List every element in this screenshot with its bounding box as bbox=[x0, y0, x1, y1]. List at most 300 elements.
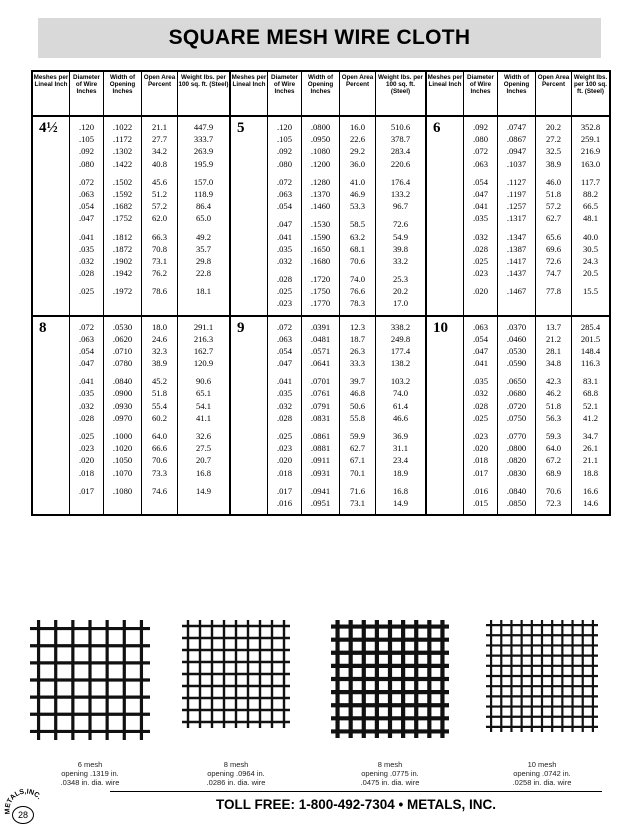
table-cell: .020 bbox=[472, 286, 489, 297]
mesh-count: 8 bbox=[39, 319, 47, 336]
table-cell: 60.2 bbox=[151, 412, 168, 423]
table-cell: 18.8 bbox=[582, 467, 599, 478]
table-cell: .1590 bbox=[310, 231, 331, 242]
table-cell: .072 bbox=[472, 146, 489, 157]
mesh-count: 10 bbox=[433, 319, 448, 336]
table-cell: .0761 bbox=[310, 388, 331, 399]
table-cell: 249.8 bbox=[390, 333, 411, 344]
table-cell: .0481 bbox=[310, 333, 331, 344]
table-cell: .0747 bbox=[506, 122, 527, 132]
header-meshes: Meshes per Lineal Inch bbox=[427, 74, 463, 89]
table-cell: 53.3 bbox=[349, 201, 366, 212]
table-cell: 25.3 bbox=[392, 274, 409, 285]
caption-mesh: 8 mesh bbox=[377, 760, 403, 769]
table-cell: .1752 bbox=[112, 213, 133, 224]
table-cell: 72.6 bbox=[545, 255, 562, 266]
table-cell: 57.2 bbox=[545, 201, 562, 212]
table-cell: .041 bbox=[78, 231, 95, 242]
table-cell: 72.6 bbox=[392, 219, 409, 230]
table-cell: 21.2 bbox=[545, 333, 562, 344]
data-column bbox=[69, 117, 103, 315]
logo-text: METALS,INC. bbox=[4, 788, 43, 815]
mesh-group bbox=[427, 117, 609, 315]
mesh-group bbox=[231, 315, 425, 515]
table-cell: .1680 bbox=[310, 255, 331, 266]
table-cell: .072 bbox=[78, 176, 95, 187]
wire-mesh-image bbox=[182, 620, 290, 728]
table-cell: .023 bbox=[276, 443, 293, 454]
table-cell: 285.4 bbox=[580, 321, 601, 332]
table-cell: .1200 bbox=[310, 158, 331, 169]
data-column bbox=[267, 317, 301, 515]
table-cell: .1530 bbox=[310, 219, 331, 230]
table-cell: 58.5 bbox=[349, 219, 366, 230]
table-cell: .025 bbox=[472, 255, 489, 266]
mesh-sample bbox=[30, 620, 150, 787]
data-column bbox=[571, 317, 609, 515]
table-cell: .028 bbox=[78, 412, 95, 423]
mesh-caption bbox=[30, 760, 150, 787]
data-column bbox=[141, 317, 177, 515]
table-cell: 65.1 bbox=[195, 388, 212, 399]
table-cell: .1770 bbox=[310, 298, 331, 309]
wire-mesh-image bbox=[486, 620, 598, 732]
table-cell: 220.6 bbox=[390, 158, 411, 169]
table-cell: .063 bbox=[472, 158, 489, 169]
header-weight: Weight lbs. per 100 sq. ft. (Steel) bbox=[571, 72, 609, 115]
page-number: 28 bbox=[12, 806, 34, 824]
data-column bbox=[535, 117, 571, 315]
table-cell: 163.0 bbox=[580, 158, 601, 169]
table-cell: .035 bbox=[276, 388, 293, 399]
table-cell: 16.6 bbox=[582, 485, 599, 496]
table-cell: .035 bbox=[78, 243, 95, 254]
table-cell: .028 bbox=[276, 274, 293, 285]
wire-mesh-image bbox=[331, 620, 449, 738]
table-cell: .1050 bbox=[112, 455, 133, 466]
table-cell: .035 bbox=[472, 376, 489, 387]
header-weight: Weight lbs. per 100 sq. ft. (Steel) bbox=[177, 72, 229, 115]
table-cell: .1650 bbox=[310, 243, 331, 254]
table-cell: 259.1 bbox=[580, 134, 601, 145]
table-cell: 333.7 bbox=[193, 134, 214, 145]
table-cell: .1000 bbox=[112, 431, 133, 441]
table-cell: 74.0 bbox=[349, 274, 366, 285]
table-cell: .1037 bbox=[506, 158, 527, 169]
table-cell: 18.0 bbox=[151, 321, 168, 332]
header-opening: Width of Opening Inches bbox=[103, 72, 141, 115]
table-cell: .1020 bbox=[112, 443, 133, 454]
table-cell: .1387 bbox=[506, 243, 527, 254]
table-cell: 14.6 bbox=[582, 497, 599, 508]
table-cell: 38.9 bbox=[545, 158, 562, 169]
footer-contact: TOLL FREE: 1-800-492-7304 • METALS, INC. bbox=[215, 797, 497, 812]
table-cell: .1592 bbox=[112, 188, 133, 199]
title-bar bbox=[38, 18, 601, 58]
table-cell: 157.0 bbox=[193, 176, 214, 187]
table-cell: .1080 bbox=[112, 485, 133, 496]
table-cell: .1172 bbox=[112, 134, 133, 145]
header-opening: Width of Opening Inches bbox=[301, 72, 339, 115]
caption-opening: opening .0775 in. bbox=[361, 769, 419, 778]
table-cell: 59.3 bbox=[545, 431, 562, 441]
table-cell: 24.3 bbox=[582, 255, 599, 266]
table-cell: .016 bbox=[472, 485, 489, 496]
table-cell: .041 bbox=[276, 376, 293, 387]
table-cell: .0620 bbox=[112, 333, 133, 344]
table-cell: .054 bbox=[472, 333, 489, 344]
caption-opening: opening .0742 in. bbox=[513, 769, 571, 778]
table-cell: 22.6 bbox=[349, 134, 366, 145]
table-cell: 26.3 bbox=[349, 345, 366, 356]
mesh-count: 6 bbox=[433, 120, 441, 136]
data-column bbox=[301, 117, 339, 315]
table-cell: .1720 bbox=[310, 274, 331, 285]
table-cell: .023 bbox=[472, 268, 489, 279]
table-cell: 34.7 bbox=[582, 431, 599, 441]
header-area: Open Area Percent bbox=[141, 72, 177, 115]
header-area: Open Area Percent bbox=[535, 72, 571, 115]
table-cell: .0800 bbox=[506, 443, 527, 454]
table-cell: .041 bbox=[472, 201, 489, 212]
table-cell: 17.0 bbox=[392, 298, 409, 309]
table-cell: 195.9 bbox=[193, 158, 214, 169]
table-cell: .063 bbox=[276, 188, 293, 199]
table-cell: .0701 bbox=[310, 376, 331, 387]
table-cell: 63.2 bbox=[349, 231, 366, 242]
data-column bbox=[463, 117, 497, 315]
mesh-group bbox=[33, 315, 229, 515]
table-cell: 67.1 bbox=[349, 455, 366, 466]
table-cell: .080 bbox=[276, 158, 293, 169]
table-cell: .025 bbox=[78, 431, 95, 441]
table-cell: 338.2 bbox=[390, 321, 411, 332]
table-cell: 96.7 bbox=[392, 201, 409, 212]
mesh-spec-table bbox=[31, 70, 611, 516]
table-cell: 14.9 bbox=[195, 485, 212, 496]
table-cell: 88.2 bbox=[582, 188, 599, 199]
table-cell: .0641 bbox=[310, 358, 331, 369]
table-cell: .0530 bbox=[506, 345, 527, 356]
table-cell: 263.9 bbox=[193, 146, 214, 157]
table-cell: 70.1 bbox=[349, 467, 366, 478]
table-cell: .028 bbox=[472, 243, 489, 254]
table-cell: 103.2 bbox=[390, 376, 411, 387]
table-cell: 70.8 bbox=[151, 243, 168, 254]
table-cell: 20.7 bbox=[195, 455, 212, 466]
table-cell: 14.9 bbox=[392, 497, 409, 508]
table-cell: 510.6 bbox=[390, 122, 411, 132]
table-cell: 352.8 bbox=[580, 122, 601, 132]
table-cell: .0861 bbox=[310, 431, 331, 441]
table-cell: .120 bbox=[78, 122, 95, 132]
table-block bbox=[229, 72, 425, 514]
table-cell: 68.8 bbox=[582, 388, 599, 399]
table-cell: .0590 bbox=[506, 358, 527, 369]
table-cell: 46.8 bbox=[349, 388, 366, 399]
table-cell: 24.6 bbox=[151, 333, 168, 344]
table-cell: 46.6 bbox=[392, 412, 409, 423]
data-column bbox=[267, 117, 301, 315]
table-cell: .1197 bbox=[506, 188, 527, 199]
table-cell: 73.1 bbox=[349, 497, 366, 508]
table-cell: .047 bbox=[78, 213, 95, 224]
table-cell: 447.9 bbox=[193, 122, 214, 132]
header-weight: Weight lbs. per 100 sq. ft. (Steel) bbox=[375, 72, 425, 115]
table-cell: 66.5 bbox=[582, 201, 599, 212]
mesh-count: 4½ bbox=[39, 120, 58, 136]
table-header bbox=[231, 72, 425, 117]
table-cell: 62.7 bbox=[545, 213, 562, 224]
table-cell: .032 bbox=[78, 255, 95, 266]
table-cell: .047 bbox=[276, 219, 293, 230]
table-cell: .023 bbox=[78, 443, 95, 454]
table-cell: 177.4 bbox=[390, 345, 411, 356]
table-cell: .028 bbox=[276, 412, 293, 423]
table-cell: 12.3 bbox=[349, 321, 366, 332]
table-cell: 86.4 bbox=[195, 201, 212, 212]
table-cell: .054 bbox=[472, 176, 489, 187]
table-cell: 73.1 bbox=[151, 255, 168, 266]
table-cell: .032 bbox=[78, 400, 95, 411]
table-cell: .054 bbox=[78, 201, 95, 212]
table-cell: .1467 bbox=[506, 286, 527, 297]
table-cell: .0951 bbox=[310, 497, 331, 508]
table-cell: 13.7 bbox=[545, 321, 562, 332]
table-cell: .1257 bbox=[506, 201, 527, 212]
table-cell: .1682 bbox=[112, 201, 133, 212]
table-cell: 56.3 bbox=[545, 412, 562, 423]
table-cell: 16.8 bbox=[392, 485, 409, 496]
header-diameter: Diameter of Wire Inches bbox=[69, 72, 103, 115]
table-cell: 18.7 bbox=[349, 333, 366, 344]
table-cell: 54.9 bbox=[392, 231, 409, 242]
table-cell: .0820 bbox=[506, 455, 527, 466]
table-cell: 45.6 bbox=[151, 176, 168, 187]
table-cell: .020 bbox=[276, 455, 293, 466]
table-cell: .0947 bbox=[506, 146, 527, 157]
table-cell: 117.7 bbox=[580, 176, 601, 187]
table-cell: 34.2 bbox=[151, 146, 168, 157]
table-cell: .0970 bbox=[112, 412, 133, 423]
table-cell: 51.8 bbox=[545, 400, 562, 411]
table-cell: .032 bbox=[472, 231, 489, 242]
table-cell: .0830 bbox=[506, 467, 527, 478]
table-cell: 16.0 bbox=[349, 122, 366, 132]
mesh-caption bbox=[330, 760, 450, 787]
table-cell: 216.9 bbox=[580, 146, 601, 157]
table-cell: .0650 bbox=[506, 376, 527, 387]
table-cell: 32.6 bbox=[195, 431, 212, 441]
table-cell: .0900 bbox=[112, 388, 133, 399]
table-cell: .1502 bbox=[112, 176, 133, 187]
table-cell: .0950 bbox=[310, 134, 331, 145]
table-cell: .1127 bbox=[506, 176, 527, 187]
table-cell: 50.6 bbox=[349, 400, 366, 411]
table-cell: .1942 bbox=[112, 268, 133, 279]
mesh-sample bbox=[176, 620, 296, 787]
table-cell: 27.5 bbox=[195, 443, 212, 454]
table-cell: 71.6 bbox=[349, 485, 366, 496]
table-cell: .092 bbox=[78, 146, 95, 157]
table-cell: .041 bbox=[78, 376, 95, 387]
table-cell: 45.2 bbox=[151, 376, 168, 387]
table-cell: 32.3 bbox=[151, 345, 168, 356]
table-cell: .1317 bbox=[506, 213, 527, 224]
table-cell: .1750 bbox=[310, 286, 331, 297]
table-cell: 29.8 bbox=[195, 255, 212, 266]
data-column bbox=[103, 117, 141, 315]
table-cell: .080 bbox=[78, 158, 95, 169]
table-cell: 16.8 bbox=[195, 467, 212, 478]
table-cell: 46.2 bbox=[545, 388, 562, 399]
table-cell: 76.2 bbox=[151, 268, 168, 279]
header-meshes: Meshes per Lineal Inch bbox=[33, 74, 69, 89]
table-cell: 20.2 bbox=[392, 286, 409, 297]
table-cell: 70.6 bbox=[151, 455, 168, 466]
table-cell: 65.6 bbox=[545, 231, 562, 242]
table-cell: .0780 bbox=[112, 358, 133, 369]
table-cell: .016 bbox=[276, 497, 293, 508]
table-cell: 22.8 bbox=[195, 268, 212, 279]
table-cell: 33.2 bbox=[392, 255, 409, 266]
table-cell: .1070 bbox=[112, 467, 133, 478]
table-cell: 138.2 bbox=[390, 358, 411, 369]
header-diameter: Diameter of Wire Inches bbox=[267, 72, 301, 115]
table-header bbox=[33, 72, 229, 117]
data-column bbox=[177, 117, 229, 315]
table-cell: .047 bbox=[78, 358, 95, 369]
table-cell: .035 bbox=[472, 213, 489, 224]
table-cell: 57.2 bbox=[151, 201, 168, 212]
table-cell: 90.6 bbox=[195, 376, 212, 387]
mesh-group bbox=[231, 117, 425, 315]
table-cell: 27.2 bbox=[545, 134, 562, 145]
table-cell: 42.3 bbox=[545, 376, 562, 387]
table-cell: .018 bbox=[472, 455, 489, 466]
table-cell: .025 bbox=[276, 286, 293, 297]
data-column bbox=[141, 117, 177, 315]
table-cell: .1080 bbox=[310, 146, 331, 157]
table-cell: 36.0 bbox=[349, 158, 366, 169]
table-cell: .0791 bbox=[310, 400, 331, 411]
mesh-caption bbox=[176, 760, 296, 787]
table-cell: 46.0 bbox=[545, 176, 562, 187]
table-cell: .054 bbox=[276, 201, 293, 212]
table-cell: 40.8 bbox=[151, 158, 168, 169]
table-header bbox=[427, 72, 609, 117]
table-cell: 201.5 bbox=[580, 333, 601, 344]
table-cell: .0710 bbox=[112, 345, 133, 356]
table-cell: .0881 bbox=[310, 443, 331, 454]
table-cell: 46.9 bbox=[349, 188, 366, 199]
table-cell: 21.1 bbox=[151, 122, 168, 132]
table-cell: .041 bbox=[472, 358, 489, 369]
data-column bbox=[571, 117, 609, 315]
table-cell: .063 bbox=[78, 188, 95, 199]
table-cell: .063 bbox=[276, 333, 293, 344]
table-cell: 291.1 bbox=[193, 321, 214, 332]
table-cell: 30.5 bbox=[582, 243, 599, 254]
table-cell: .1812 bbox=[112, 231, 133, 242]
table-cell: .0460 bbox=[506, 333, 527, 344]
table-cell: 40.0 bbox=[582, 231, 599, 242]
table-cell: .0370 bbox=[506, 321, 527, 332]
table-cell: .017 bbox=[276, 485, 293, 496]
table-cell: 41.1 bbox=[195, 412, 212, 423]
table-cell: .025 bbox=[78, 286, 95, 297]
mesh-group bbox=[427, 315, 609, 515]
data-column bbox=[497, 317, 535, 515]
table-cell: .0800 bbox=[310, 122, 331, 132]
table-cell: .1437 bbox=[506, 268, 527, 279]
table-cell: 133.2 bbox=[390, 188, 411, 199]
table-cell: .0840 bbox=[112, 376, 133, 387]
table-cell: 64.0 bbox=[151, 431, 168, 441]
table-cell: 38.9 bbox=[151, 358, 168, 369]
table-cell: 51.8 bbox=[151, 388, 168, 399]
table-cell: .020 bbox=[78, 455, 95, 466]
table-cell: .035 bbox=[78, 388, 95, 399]
mesh-count: 5 bbox=[237, 120, 245, 136]
table-cell: 76.6 bbox=[349, 286, 366, 297]
table-cell: .028 bbox=[78, 268, 95, 279]
table-cell: 48.1 bbox=[582, 213, 599, 224]
mesh-samples bbox=[0, 620, 638, 790]
table-cell: 35.7 bbox=[195, 243, 212, 254]
caption-opening: opening .1319 in. bbox=[61, 769, 119, 778]
table-cell: .1370 bbox=[310, 188, 331, 199]
table-cell: 120.9 bbox=[193, 358, 214, 369]
table-cell: .015 bbox=[472, 497, 489, 508]
table-cell: .0911 bbox=[310, 455, 331, 466]
footer-divider bbox=[110, 791, 602, 792]
wire-mesh-image bbox=[30, 620, 150, 740]
table-cell: .023 bbox=[276, 298, 293, 309]
table-cell: .032 bbox=[276, 255, 293, 266]
table-cell: 72.3 bbox=[545, 497, 562, 508]
table-cell: .047 bbox=[276, 358, 293, 369]
table-cell: .0831 bbox=[310, 412, 331, 423]
data-column bbox=[497, 117, 535, 315]
table-cell: 77.8 bbox=[545, 286, 562, 297]
header-area: Open Area Percent bbox=[339, 72, 375, 115]
table-cell: .0571 bbox=[310, 345, 331, 356]
table-cell: .0840 bbox=[506, 485, 527, 496]
mesh-count: 9 bbox=[237, 319, 245, 336]
caption-mesh: 10 mesh bbox=[527, 760, 557, 769]
data-column bbox=[301, 317, 339, 515]
table-cell: 74.0 bbox=[392, 388, 409, 399]
table-cell: .041 bbox=[276, 231, 293, 242]
table-block bbox=[425, 72, 609, 514]
table-cell: 70.6 bbox=[349, 255, 366, 266]
table-cell: 51.2 bbox=[151, 188, 168, 199]
table-cell: .0530 bbox=[112, 321, 133, 332]
table-cell: 29.2 bbox=[349, 146, 366, 157]
table-cell: .072 bbox=[276, 176, 293, 187]
table-cell: 78.6 bbox=[151, 286, 168, 297]
table-cell: .025 bbox=[276, 431, 293, 441]
table-cell: 66.3 bbox=[151, 231, 168, 242]
table-cell: .0750 bbox=[506, 412, 527, 423]
table-cell: .028 bbox=[472, 400, 489, 411]
table-cell: 51.8 bbox=[545, 188, 562, 199]
table-cell: 59.9 bbox=[349, 431, 366, 441]
mesh-caption bbox=[482, 760, 602, 787]
table-cell: 116.3 bbox=[580, 358, 601, 369]
table-cell: 148.4 bbox=[580, 345, 601, 356]
